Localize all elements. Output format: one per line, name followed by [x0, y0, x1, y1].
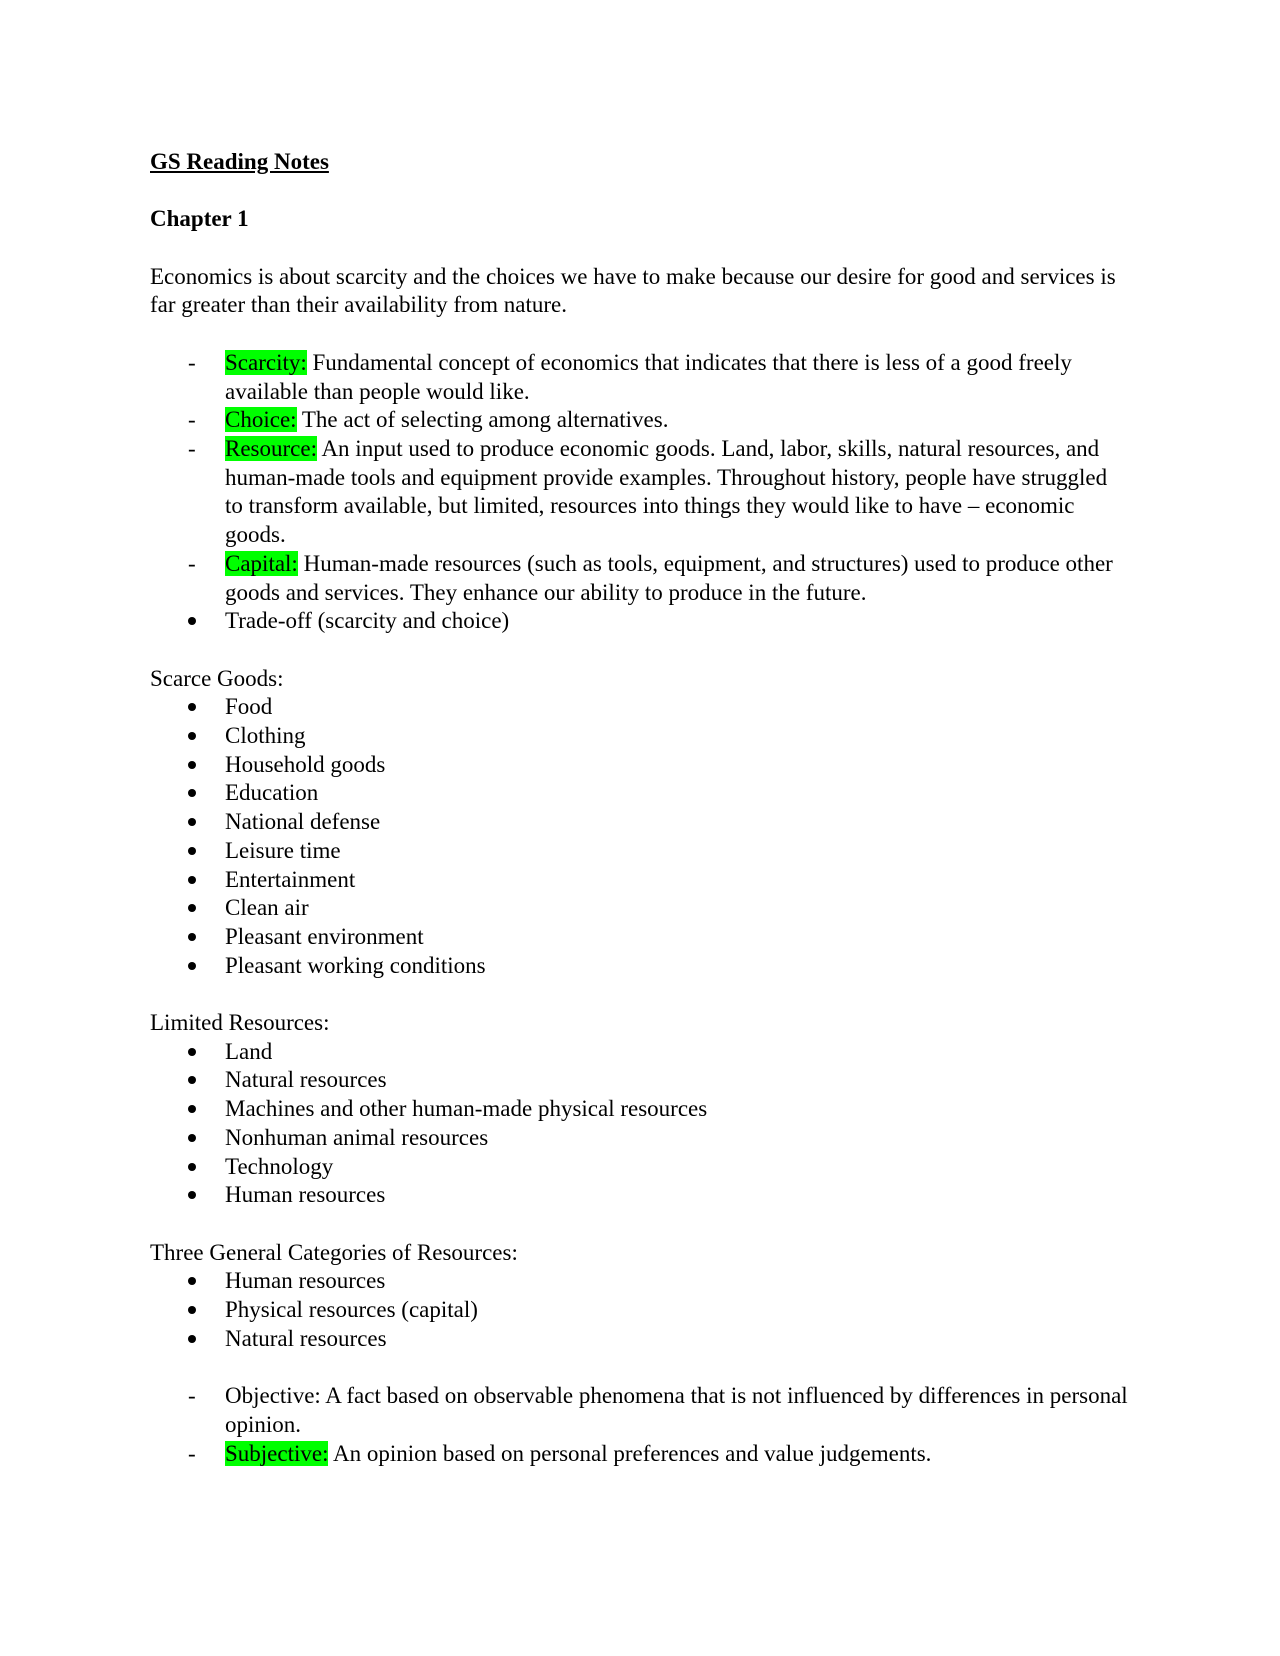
list-item	[150, 1153, 1130, 1182]
definition-item-scarcity	[150, 349, 1130, 406]
chapter-heading: Chapter 1	[150, 206, 249, 232]
definition-item-tradeoff	[150, 607, 1130, 636]
limited-resources-heading: Limited Resources:	[150, 1010, 330, 1036]
intro-paragraph: Economics is about scarcity and the choices we have to make because our desire for good and services is far greater than their availability from nature.	[150, 263, 1116, 318]
dash-marker: -	[188, 1440, 196, 1466]
scarce-goods-heading: Scarce Goods:	[150, 665, 284, 691]
dash-marker: -	[188, 407, 196, 433]
highlighted-term: Choice:	[225, 407, 297, 433]
dash-marker: -	[188, 550, 196, 576]
definition-item-capital	[150, 550, 1130, 607]
definitions-list	[150, 349, 1130, 636]
final-definitions-list	[150, 1382, 1130, 1468]
list-item	[150, 952, 1130, 981]
list-item	[150, 1038, 1130, 1067]
definition-item-resource	[150, 435, 1130, 550]
list-item	[150, 693, 1130, 722]
list-item	[150, 808, 1130, 837]
list-item-text: Physical resources (capital)	[225, 1297, 478, 1323]
list-item	[150, 1325, 1130, 1354]
dash-marker: -	[188, 435, 196, 461]
limited-resources-list	[150, 1038, 1130, 1210]
dash-marker: -	[188, 1383, 196, 1409]
list-item-text: Clean air	[225, 895, 309, 921]
list-item	[150, 1124, 1130, 1153]
list-item-text: Pleasant working conditions	[225, 952, 486, 978]
list-item-text: Food	[225, 694, 273, 720]
list-item	[150, 923, 1130, 952]
list-item-text: Natural resources	[225, 1067, 387, 1093]
highlighted-term: Resource:	[225, 435, 317, 461]
definition-text: The act of selecting among alternatives.	[296, 407, 669, 433]
list-item-text: Technology	[225, 1153, 334, 1179]
list-item-text: Leisure time	[225, 837, 341, 863]
list-item	[150, 1267, 1130, 1296]
highlighted-term: Scarcity:	[225, 349, 307, 375]
resource-categories-heading: Three General Categories of Resources:	[150, 1239, 518, 1265]
definition-item-objective	[150, 1382, 1130, 1439]
definition-text: Fundamental concept of economics that indicates that there is less of a good freely available than people would like.	[225, 349, 1072, 404]
definition-item-choice	[150, 406, 1130, 435]
document-title: GS Reading Notes	[150, 149, 329, 174]
list-item-text: Nonhuman animal resources	[225, 1124, 489, 1150]
highlighted-term: Subjective:	[225, 1440, 329, 1466]
list-item-text: Machines and other human-made physical resources	[225, 1096, 708, 1122]
list-item	[150, 1066, 1130, 1095]
list-item-text: Human resources	[225, 1268, 386, 1294]
definition-text: Objective: A fact based on observable phenomena that is not influenced by differences in personal opinion.	[225, 1383, 1128, 1437]
list-item	[150, 837, 1130, 866]
definition-text: An opinion based on personal preferences and value judgements.	[328, 1440, 932, 1466]
scarce-goods-list	[150, 693, 1130, 980]
list-item-text: Land	[225, 1038, 273, 1064]
list-item-text: Pleasant environment	[225, 923, 424, 949]
document-page	[150, 148, 1130, 1468]
list-item	[150, 894, 1130, 923]
definition-text: Trade-off (scarcity and choice)	[225, 608, 510, 634]
list-item	[150, 1095, 1130, 1124]
list-item-text: Entertainment	[225, 866, 356, 892]
list-item	[150, 866, 1130, 895]
list-item	[150, 1181, 1130, 1210]
list-item	[150, 779, 1130, 808]
highlighted-term: Capital:	[225, 550, 298, 576]
dash-marker: -	[188, 349, 196, 375]
definition-text: An input used to produce economic goods. Land, labor, skills, natural resources, and human-made tools and equipment provide examples. Throughout history, people have struggled to transform available, but limited, resources into things they would like to have – economic goods.	[225, 435, 1108, 548]
list-item-text: Natural resources	[225, 1325, 387, 1351]
list-item-text: Human resources	[225, 1182, 386, 1208]
definition-text: Human-made resources (such as tools, equipment, and structures) used to produce other goods and services. They enhance our ability to produce in the future.	[225, 550, 1113, 605]
list-item-text: Clothing	[225, 723, 306, 748]
list-item	[150, 722, 1130, 751]
resource-categories-list	[150, 1267, 1130, 1353]
list-item-text: Education	[225, 780, 319, 806]
definition-item-subjective	[150, 1440, 1130, 1469]
list-item-text: National defense	[225, 809, 381, 835]
list-item	[150, 1296, 1130, 1325]
list-item-text: Household goods	[225, 751, 386, 777]
list-item	[150, 751, 1130, 780]
